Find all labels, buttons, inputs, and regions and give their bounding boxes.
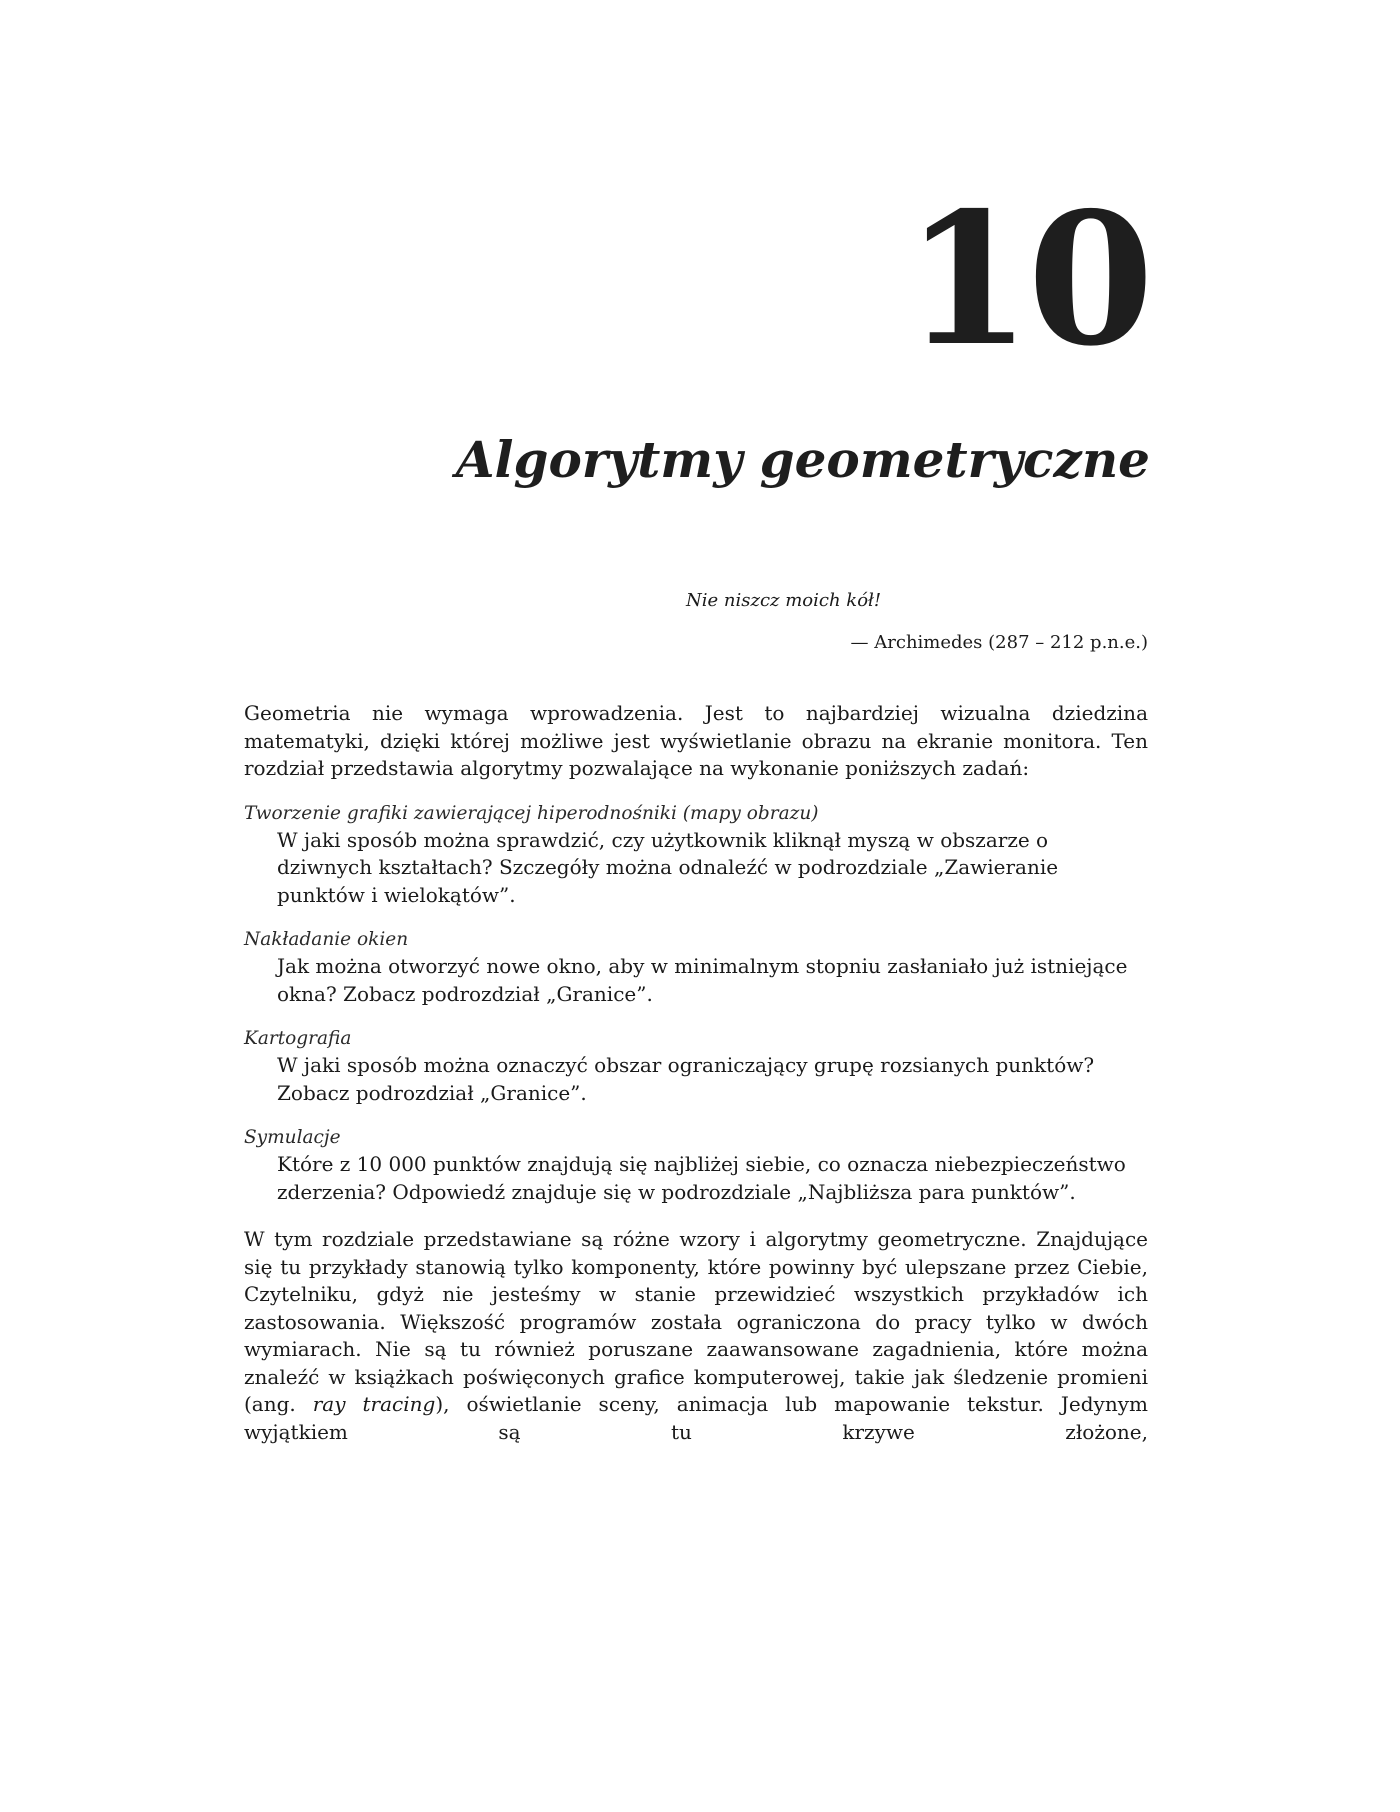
closing-text-after: ), oświetlanie sceny, animacja lub mapowanie tekstur. Jedynym wyjątkiem są tu krzywe złożone, xyxy=(244,1392,1148,1444)
chapter-title: Algorytmy geometryczne xyxy=(455,430,1150,489)
topic-term: Symulacje xyxy=(244,1127,341,1148)
topic-description: W jaki sposób można oznaczyć obszar ograniczający grupę rozsianych punktów? Zobacz podrozdział „Granice”. xyxy=(277,1053,1095,1105)
epigraph-quote: Nie niszcz moich kół! xyxy=(686,590,882,611)
chapter-body xyxy=(244,700,1148,1446)
topic-description: Które z 10 000 punktów znajdują się najbliżej siebie, co oznacza niebezpieczeństwo zderzenia? Odpowiedź znajduje się w podrozdziale „Najbliższa para punktów”. xyxy=(277,1152,1126,1204)
topic-term: Tworzenie grafiki zawierającej hiperodnośniki (mapy obrazu) xyxy=(244,802,819,824)
chapter-number: 10 xyxy=(904,172,1150,386)
intro-paragraph: Geometria nie wymaga wprowadzenia. Jest to najbardziej wizualna dziedzina matematyki, dzięki której możliwe jest wyświetlanie obrazu na ekranie monitora. Ten rozdział przedstawia algorytmy pozwalające na wykonanie poniższych zadań: xyxy=(244,701,1148,780)
epigraph xyxy=(686,586,1148,658)
epigraph-author: — Archimedes (287 – 212 p.n.e.) xyxy=(850,632,1148,653)
english-term: ray tracing xyxy=(312,1392,436,1416)
topic-term: Kartografia xyxy=(244,1028,352,1049)
closing-text-before: W tym rozdziale przedstawiane są różne wzory i algorytmy geometryczne. Znajdujące się tu przykłady stanowią tylko komponenty, które powinny być ulepszane przez Ciebie, Czytelniku, gdyż nie jesteśmy w stanie przewidzieć wszystkich przykładów ich zastosowania. Większość programów została ograniczona do pracy tylko w dwóch wymiarach. Nie są tu również poruszane zaawansowane zagadnienia, które można znaleźć w książkach poświęconych grafice komputerowej, takie jak śledzenie promieni (ang. xyxy=(244,1227,1148,1416)
topic-list xyxy=(244,801,1148,1207)
topic-description: Jak można otworzyć nowe okno, aby w minimalnym stopniu zasłaniało już istniejące okna? Zobacz podrozdział „Granice”. xyxy=(277,954,1128,1006)
topic-description: W jaki sposób można sprawdzić, czy użytkownik kliknął myszą w obszarze o dziwnych kształtach? Szczegóły można odnaleźć w podrozdziale „Zawieranie punktów i wielokątów”. xyxy=(277,827,1059,907)
topic-term: Nakładanie okien xyxy=(244,929,409,950)
closing-paragraph xyxy=(244,1226,1148,1446)
